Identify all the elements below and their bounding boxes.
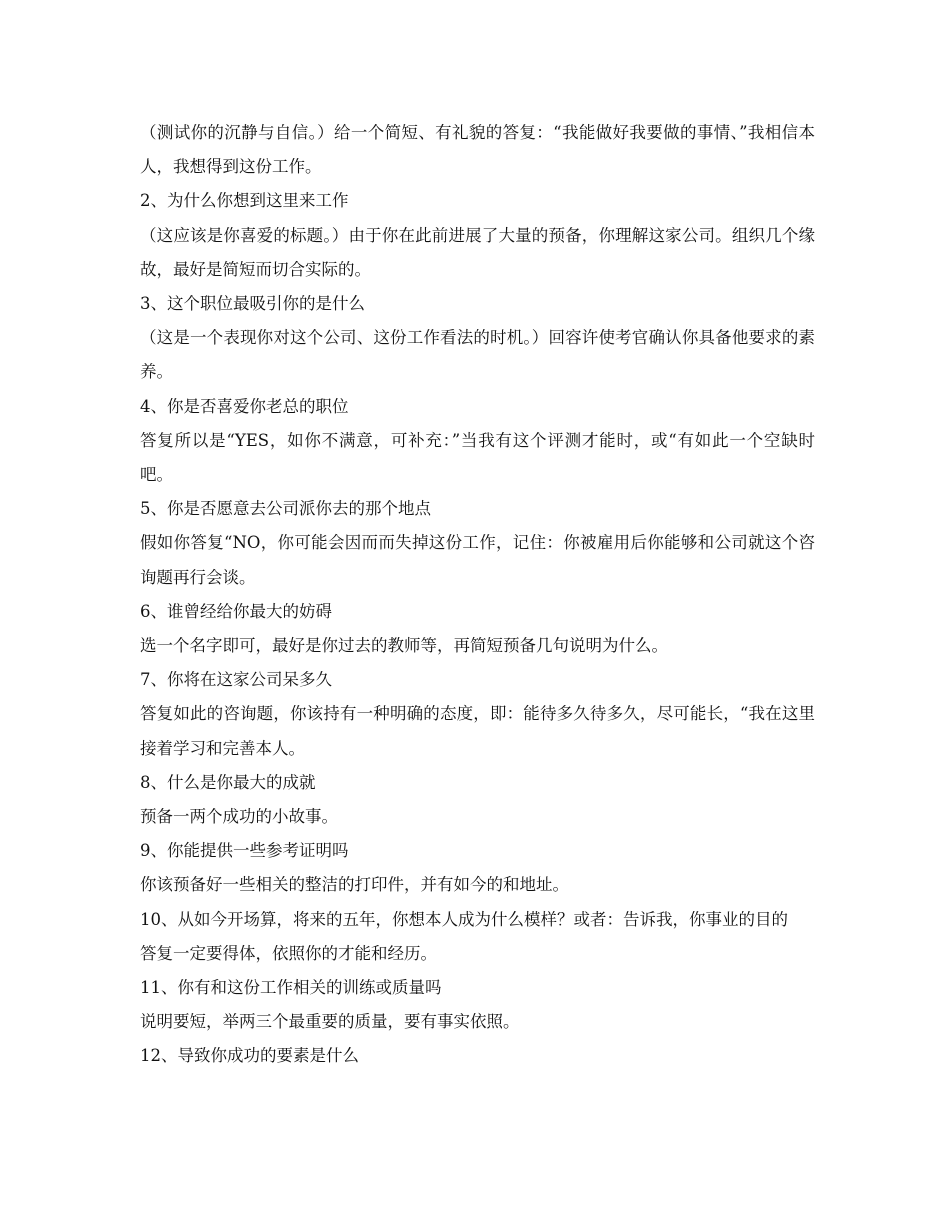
answer-7: 答复如此的咨询题，你该持有一种明确的态度，即：能待多久待多久，尽可能长，“我在这里接着学习和完善本人。 [140, 704, 815, 758]
question-9: 9、你能提供一些参考证明吗 [140, 841, 349, 861]
answer-2: （这应该是你喜爱的标题。）由于你在此前进展了大量的预备，你理解这家公司。组织几个缘故，最好是简短而切合实际的。 [140, 225, 815, 279]
answer-11: 说明要短，举两三个最重要的质量，要有事实依照。 [140, 1012, 520, 1032]
answer-8: 预备一两个成功的小故事。 [140, 807, 338, 827]
question-4: 4、你是否喜爱你老总的职位 [140, 396, 349, 416]
answer-10: 答复一定要得体，依照你的才能和经历。 [140, 943, 437, 963]
answer-3: （这是一个表现你对这个公司、这份工作看法的时机。）回容许使考官确认你具备他要求的素养。 [140, 328, 815, 382]
answer-9: 你该预备好一些相关的整洁的打印件，并有如今的和地址。 [140, 875, 569, 895]
answer-6: 选一个名字即可，最好是你过去的教师等，再简短预备几句说明为什么。 [140, 636, 668, 656]
question-5: 5、你是否愿意去公司派你去的那个地点 [140, 499, 431, 519]
answer-4: 答复所以是“YES，如你不满意，可补充：”当我有这个评测才能时，或“有如此一个空缺时吧。 [140, 430, 815, 485]
answer-5: 假如你答复“NO，你可能会因而而失掉这份工作，记住：你被雇用后你能够和公司就这个咨询题再行会谈。 [140, 533, 815, 587]
question-7: 7、你将在这家公司呆多久 [140, 670, 332, 690]
question-6: 6、谁曾经给你最大的妨碍 [140, 601, 332, 621]
question-12: 12、导致你成功的要素是什么 [140, 1046, 359, 1066]
paragraph-intro-answer: （测试你的沉静与自信。）给一个简短、有礼貌的答复：“我能做好我要做的事情、”我相信本人，我想得到这份工作。 [140, 123, 815, 177]
question-10: 10、从如今开场算，将来的五年，你想本人成为什么模样？或者：告诉我，你事业的目的 [140, 909, 788, 929]
document-body [140, 116, 815, 1074]
question-3: 3、这个职位最吸引你的是什么 [140, 294, 365, 314]
question-8: 8、什么是你最大的成就 [140, 772, 316, 792]
question-11: 11、你有和这份工作相关的训练或质量吗 [140, 978, 442, 998]
question-2: 2、为什么你想到这里来工作 [140, 191, 349, 211]
